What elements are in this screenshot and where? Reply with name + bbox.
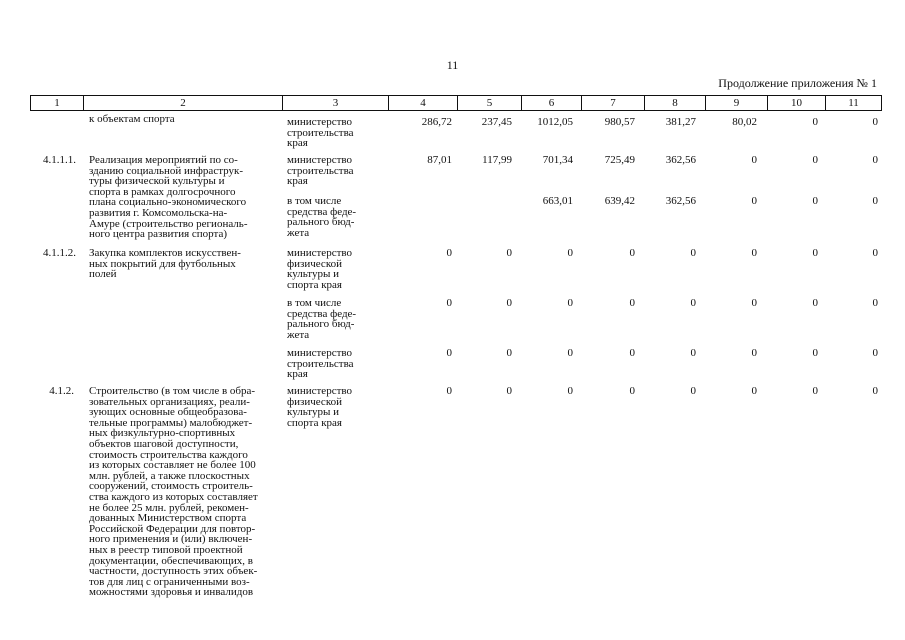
row-name: Реализация мероприятий по со- зданию социальной инфраструк- туры физической культуры и спорта в рамках долгосрочного плана социально-экономического развития г. Комсомольска-на- Амуре (строительство региональ- ного центра развития спорта) <box>89 154 248 241</box>
row-value: 0 <box>812 154 818 166</box>
row-value: 0 <box>751 385 757 397</box>
header-cell: 5 <box>458 96 522 111</box>
row-value: 701,34 <box>542 154 573 166</box>
row-value: 663,01 <box>542 195 573 207</box>
row-value: 0 <box>446 247 452 259</box>
row-value: 0 <box>690 247 696 259</box>
row-value: 0 <box>506 385 512 397</box>
row-code: 4.1.2. <box>49 385 74 397</box>
row-value: 0 <box>567 347 573 359</box>
row-value: 0 <box>690 297 696 309</box>
row-value: 0 <box>751 247 757 259</box>
row-value: 0 <box>629 247 635 259</box>
header-cell: 2 <box>84 96 283 111</box>
header-cell: 3 <box>283 96 389 111</box>
row-value: 0 <box>872 116 878 128</box>
row-value: 0 <box>812 247 818 259</box>
row-value: 639,42 <box>604 195 635 207</box>
row-value: 0 <box>506 247 512 259</box>
header-cell: 11 <box>826 96 882 111</box>
row-value: 0 <box>446 297 452 309</box>
row-name: к объектам спорта <box>89 113 175 125</box>
continuation-label: Продолжение приложения № 1 <box>718 76 877 90</box>
row-value: 0 <box>690 347 696 359</box>
header-cell: 1 <box>31 96 84 111</box>
row-executor: министерство физической культуры и спорта края <box>287 385 353 429</box>
row-value: 87,01 <box>427 154 452 166</box>
row-value: 0 <box>872 385 878 397</box>
row-value: 0 <box>567 385 573 397</box>
row-value: 0 <box>812 116 818 128</box>
row-value: 0 <box>567 297 573 309</box>
row-value: 980,57 <box>604 116 635 128</box>
header-row <box>31 96 882 111</box>
row-value: 237,45 <box>481 116 512 128</box>
row-value: 0 <box>629 347 635 359</box>
row-value: 0 <box>446 347 452 359</box>
header-cell: 6 <box>522 96 582 111</box>
row-executor: министерство строительства края <box>287 347 354 381</box>
row-code: 4.1.1.1. <box>43 154 76 166</box>
row-value: 1012,05 <box>537 116 573 128</box>
row-value: 0 <box>567 247 573 259</box>
row-value: 0 <box>812 385 818 397</box>
header-cell: 10 <box>768 96 826 111</box>
row-value: 0 <box>812 195 818 207</box>
row-executor: в том числе средства феде- рального бюд- жета <box>287 297 357 341</box>
row-value: 725,49 <box>604 154 635 166</box>
row-value: 0 <box>446 385 452 397</box>
row-value: 0 <box>872 247 878 259</box>
column-header-table <box>30 95 882 111</box>
row-value: 0 <box>751 154 757 166</box>
row-value: 117,99 <box>482 154 512 166</box>
header-cell: 4 <box>389 96 458 111</box>
row-executor: министерство физической культуры и спорта края <box>287 247 353 291</box>
row-code: 4.1.1.2. <box>43 247 76 259</box>
row-value: 362,56 <box>665 154 696 166</box>
row-value: 0 <box>751 195 757 207</box>
row-executor: министерство строительства края <box>287 154 354 188</box>
row-value: 0 <box>872 195 878 207</box>
row-value: 0 <box>506 347 512 359</box>
row-value: 286,72 <box>421 116 452 128</box>
header-cell: 9 <box>706 96 768 111</box>
row-value: 0 <box>872 154 878 166</box>
row-value: 381,27 <box>665 116 696 128</box>
row-executor: в том числе средства феде- рального бюд- жета <box>287 195 357 239</box>
row-value: 80,02 <box>732 116 757 128</box>
row-value: 0 <box>751 347 757 359</box>
row-name: Закупка комплектов искусствен- ных покрытий для футбольных полей <box>89 247 241 281</box>
row-name: Строительство (в том числе в обра- зовательных организациях, реали- зующих основные общеобразова- тельные программы) малобюджет- ных физкультурно-спортивных объектов шаговой доступности, стоимость строительства каждого из которых составляет не более 100 млн. рублей, а также плоскостных сооружений, стоимость строитель- ства каждого из которых составляет не более 25 млн. рублей, рекомен- дованных Министерством спорта Российской Федерации для повтор- ного применения и (или) включен- ных в реестр типовой проектной документации, обеспечивающих, в частности, доступность этих объек- тов для лиц с ограниченными воз- можностями здоровья и инвалидов <box>89 385 258 599</box>
row-value: 362,56 <box>665 195 696 207</box>
header-cell: 8 <box>645 96 706 111</box>
row-executor: министерство строительства края <box>287 116 354 150</box>
row-value: 0 <box>751 297 757 309</box>
row-value: 0 <box>629 297 635 309</box>
row-value: 0 <box>506 297 512 309</box>
header-cell: 7 <box>582 96 645 111</box>
row-value: 0 <box>812 347 818 359</box>
row-value: 0 <box>690 385 696 397</box>
row-value: 0 <box>872 297 878 309</box>
row-value: 0 <box>812 297 818 309</box>
row-value: 0 <box>872 347 878 359</box>
page-number: 11 <box>446 58 459 72</box>
row-value: 0 <box>629 385 635 397</box>
